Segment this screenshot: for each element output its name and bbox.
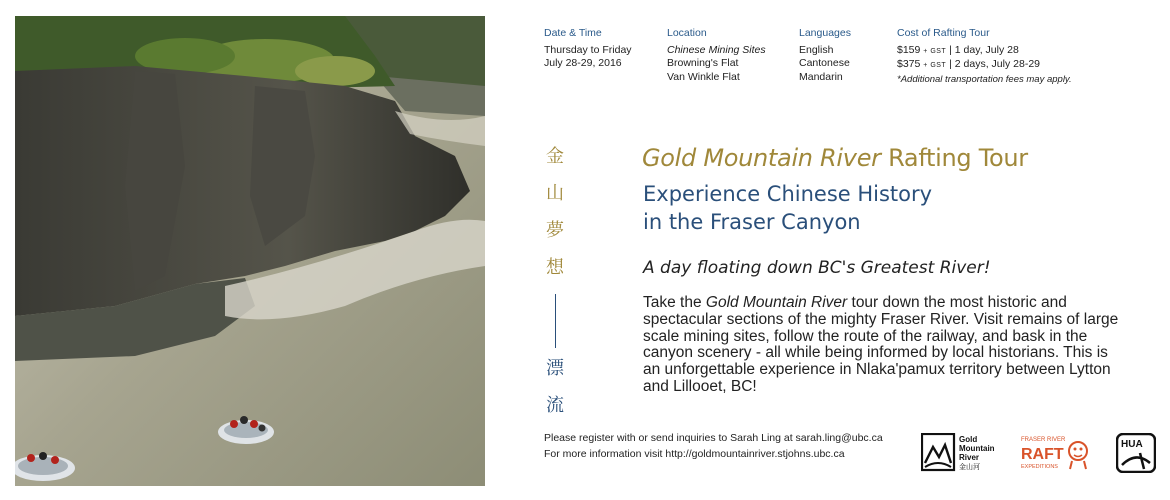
chinese-char: 金 [546, 146, 564, 167]
cost-one-day [897, 44, 1157, 59]
cost-two-day-price: $375 [897, 58, 921, 70]
transport-fee-note: *Additional transportation fees may apply. [897, 73, 1072, 85]
languages-column [799, 27, 889, 84]
gmr-logo-river: River [959, 453, 980, 462]
cost-column [897, 27, 1157, 86]
raft-logo-mid: RAFT [1021, 446, 1064, 463]
gst-label: + GST [923, 47, 947, 55]
chinese-char: 流 [546, 395, 564, 416]
tour-title-italic: Gold Mountain River [642, 144, 881, 172]
raft-logo-top: FRASER RIVER [1021, 437, 1066, 443]
gst-label: + GST [923, 62, 947, 69]
register-line: Please register with or send inquiries to Sarah Ling at sarah.ling@ubc.ca [544, 432, 883, 444]
subtitle [643, 180, 1063, 236]
photo-illustration [15, 16, 485, 486]
date-days: Thursday to Friday [544, 43, 632, 56]
cost-two-day-desc: | 2 days, July 28-29 [949, 58, 1041, 70]
raft-logo-bot: EXPEDITIONS [1021, 464, 1058, 470]
date-time-header: Date & Time [544, 27, 602, 39]
description-paragraph [643, 295, 1128, 396]
chinese-char: 夢 [546, 220, 564, 241]
subtitle-line2: in the Fraser Canyon [643, 210, 861, 234]
vertical-chinese-title [540, 144, 570, 430]
cost-header: Cost of Rafting Tour [897, 27, 990, 39]
contact-footer [544, 430, 883, 462]
description-pre: Take the [643, 294, 706, 311]
subtitle-line1: Experience Chinese History [643, 182, 933, 206]
hua-logo [1116, 433, 1156, 473]
vertical-divider [555, 294, 556, 348]
location-brownings-flat: Browning's Flat [667, 57, 739, 69]
chinese-char: 想 [546, 257, 564, 278]
cost-one-day-price: $159 [897, 43, 921, 56]
canyon-rafting-photo [15, 16, 485, 486]
tour-title-rest: Rafting Tour [880, 144, 1028, 172]
date-range: July 28-29, 2016 [544, 57, 622, 69]
gold-mountain-river-logo [921, 433, 1001, 473]
tour-title [642, 144, 1028, 172]
description-post: tour down the most historic and spectacular sections of the mighty Fraser River. Visit remains of large scale mining sites, follow the route of the railway, and bask in the canyon scenery - all while being informed by local historians. This is an unforgettable experience in Nlaka'pamux territory between Lytton and Lillooet, BC! [643, 294, 1119, 395]
chinese-char: 山 [546, 183, 564, 204]
fraser-river-raft-logo [1020, 433, 1092, 473]
cost-two-day [897, 58, 1157, 73]
cost-one-day-desc: | 1 day, July 28 [949, 43, 1019, 56]
tagline: A day floating down BC's Greatest River! [643, 258, 991, 278]
website-line: For more information visit http://goldmountainriver.stjohns.ubc.ca [544, 448, 845, 460]
location-van-winkle-flat: Van Winkle Flat [667, 70, 740, 83]
location-column [667, 27, 792, 84]
chinese-char: 漂 [546, 358, 564, 379]
languages-header: Languages [799, 27, 851, 39]
location-mining-sites: Chinese Mining Sites [667, 43, 766, 56]
gmr-logo-gold: Gold [959, 435, 978, 444]
date-time-column [544, 27, 659, 71]
location-header: Location [667, 27, 707, 39]
language-item: Mandarin [799, 70, 843, 83]
description-italic: Gold Mountain River [705, 294, 848, 311]
hua-logo-text: HUA [1121, 439, 1143, 450]
language-item: English [799, 43, 834, 56]
gmr-logo-chinese: 金山河 [959, 463, 980, 471]
language-item: Cantonese [799, 57, 850, 69]
gmr-logo-mountain: Mountain [959, 444, 995, 453]
